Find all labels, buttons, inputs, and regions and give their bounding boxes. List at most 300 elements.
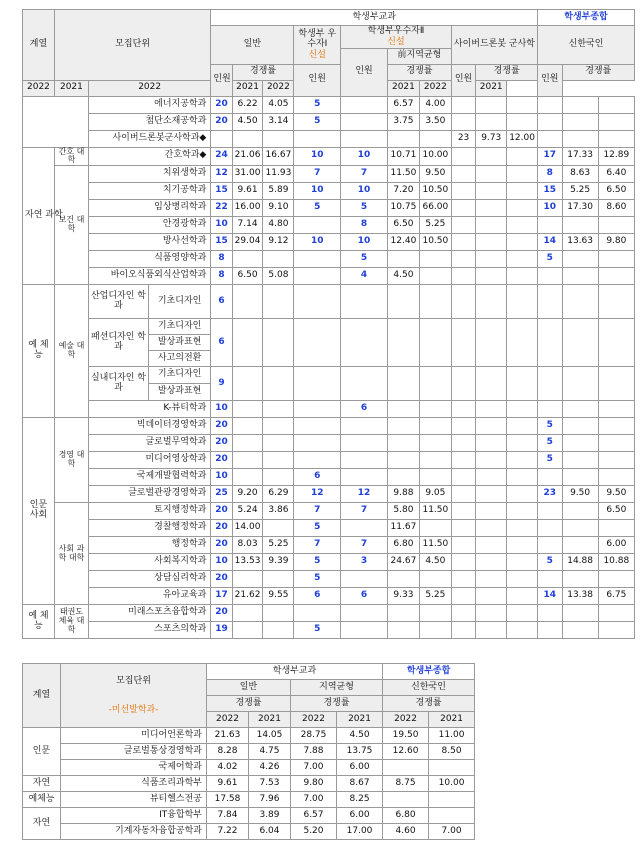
header-ex2-2021: 2021	[232, 80, 263, 96]
data-cell	[538, 537, 562, 554]
dept-name: 행정학과	[88, 537, 210, 554]
data-cell	[507, 166, 538, 183]
data-cell	[562, 268, 598, 285]
data-cell: 6	[341, 401, 388, 418]
data-cell: 4.50	[419, 554, 451, 571]
table-row	[23, 217, 635, 234]
data-cell	[507, 113, 538, 130]
data-cell	[451, 520, 475, 537]
category-label: 인문	[23, 728, 61, 776]
data-cell: 10	[341, 234, 388, 251]
data-cell: 11.50	[419, 537, 451, 554]
dept-name: 에너지공학과	[88, 96, 210, 113]
header-shinhan: 신한국인	[538, 26, 635, 65]
data-cell	[294, 418, 341, 435]
dept-name: 간호학과◆	[88, 147, 210, 166]
data-cell: 10	[294, 147, 341, 166]
data-cell	[598, 96, 634, 113]
data-cell	[507, 401, 538, 418]
design-track-label: 발상과표현	[149, 335, 210, 351]
data-cell: 5	[294, 96, 341, 113]
rate-cell: 4.60	[383, 824, 429, 840]
category-label: 예체능	[23, 792, 61, 808]
data-cell: 9.10	[263, 200, 294, 217]
data-cell	[562, 113, 598, 130]
header-category: 계열	[23, 10, 55, 81]
data-cell: 9.50	[562, 486, 598, 503]
table-row	[23, 113, 635, 130]
data-cell: 20	[211, 452, 232, 469]
rate-cell: 8.28	[207, 744, 249, 760]
t2-y2022-a: 2022	[207, 712, 249, 728]
data-cell	[263, 571, 294, 588]
data-cell	[232, 418, 263, 435]
t2-y2021-c: 2021	[429, 712, 475, 728]
data-cell: 6.50	[598, 183, 634, 200]
header-general-2022: 2022	[23, 80, 55, 96]
data-cell: 66.00	[419, 200, 451, 217]
data-cell	[476, 217, 507, 234]
data-cell: 8.60	[598, 200, 634, 217]
data-cell: 12	[341, 486, 388, 503]
t2-unit-label: 모집단위	[116, 675, 151, 686]
data-cell	[562, 401, 598, 418]
data-cell: 3.50	[419, 113, 451, 130]
dept-name: 토지행정학과	[88, 503, 210, 520]
data-cell: 23	[538, 486, 562, 503]
data-cell	[507, 367, 538, 401]
data-cell	[419, 622, 451, 639]
data-cell	[598, 452, 634, 469]
rate-cell: 11.00	[429, 728, 475, 744]
data-cell	[538, 113, 562, 130]
group-label: 경영 대학	[54, 418, 88, 503]
data-cell: 10	[294, 183, 341, 200]
table-row	[23, 622, 635, 639]
dept-name: 안경광학과	[88, 217, 210, 234]
data-cell	[419, 251, 451, 268]
data-cell	[598, 469, 634, 486]
data-cell	[232, 130, 263, 147]
data-cell	[598, 435, 634, 452]
data-cell	[598, 251, 634, 268]
design-dept-label: 패션디자인 학과	[89, 319, 149, 366]
data-cell	[451, 96, 475, 113]
rate-cell: 9.80	[291, 776, 337, 792]
data-cell: 5	[538, 554, 562, 571]
rate-cell: 4.50	[337, 728, 383, 744]
data-cell: 4.80	[263, 217, 294, 234]
data-cell	[451, 469, 475, 486]
data-cell: 11.67	[387, 520, 419, 537]
table-row	[23, 234, 635, 251]
header-excellent1	[294, 26, 341, 65]
data-cell: 4.50	[387, 268, 419, 285]
rate-cell	[383, 792, 429, 808]
competition-table-main	[22, 9, 635, 639]
data-cell: 5	[538, 251, 562, 268]
category-label: 자연	[23, 776, 61, 792]
data-cell: 20	[211, 418, 232, 435]
data-cell	[294, 268, 341, 285]
data-cell	[294, 605, 341, 622]
data-cell	[476, 285, 507, 319]
data-cell: 10.50	[419, 234, 451, 251]
design-dept-label: 산업디자인 학과	[89, 285, 149, 318]
data-cell	[263, 251, 294, 268]
data-cell: 20	[211, 435, 232, 452]
table-row	[23, 319, 635, 367]
data-cell: 12	[294, 486, 341, 503]
data-cell	[476, 367, 507, 401]
t2-header-shinhan: 신한국인	[383, 680, 475, 696]
data-cell	[451, 554, 475, 571]
data-cell: 17	[211, 588, 232, 605]
data-cell	[451, 183, 475, 200]
data-cell: 4	[341, 268, 388, 285]
dept-name: 임상병리학과	[88, 200, 210, 217]
data-cell: 16.67	[263, 147, 294, 166]
data-cell	[538, 319, 562, 367]
data-cell	[562, 251, 598, 268]
data-cell: 6.80	[387, 537, 419, 554]
data-cell: 5.25	[419, 588, 451, 605]
data-cell: 8	[538, 166, 562, 183]
data-cell: 14	[538, 588, 562, 605]
data-cell	[451, 285, 475, 319]
data-cell: 12.89	[598, 147, 634, 166]
data-cell	[476, 183, 507, 200]
data-cell: 10	[211, 401, 232, 418]
data-cell	[507, 537, 538, 554]
data-cell	[387, 401, 419, 418]
dept-name: 글로벌무역학과	[88, 435, 210, 452]
data-cell	[263, 622, 294, 639]
data-cell	[451, 605, 475, 622]
rate-cell: 9.61	[207, 776, 249, 792]
rate-cell: 7.96	[249, 792, 291, 808]
data-cell: 9.50	[419, 166, 451, 183]
dept-name: 식품조리과학부	[61, 776, 207, 792]
data-cell: 11.50	[387, 166, 419, 183]
rate-cell: 21.63	[207, 728, 249, 744]
data-cell: 10	[341, 147, 388, 166]
rate-cell: 8.67	[337, 776, 383, 792]
data-cell	[294, 130, 341, 147]
data-cell: 6.50	[387, 217, 419, 234]
data-cell: 22	[211, 200, 232, 217]
rate-cell: 10.00	[429, 776, 475, 792]
data-cell: 14.88	[562, 554, 598, 571]
data-cell: 8.63	[562, 166, 598, 183]
rate-cell: 19.50	[383, 728, 429, 744]
dept-name: 미디어영상학과	[88, 452, 210, 469]
data-cell	[387, 452, 419, 469]
t2-header-category: 계열	[23, 664, 61, 728]
data-cell	[476, 96, 507, 113]
data-cell	[451, 200, 475, 217]
data-cell	[419, 130, 451, 147]
dept-name: 기계자동차융합공학과	[61, 824, 207, 840]
header-general-rate: 경쟁률	[232, 64, 294, 80]
header-cyber-rate: 경쟁률	[476, 64, 538, 80]
dept-name: 글로벌통상경영학과	[61, 744, 207, 760]
header-comprehensive: 학생부종합	[538, 10, 635, 26]
data-cell	[562, 520, 598, 537]
data-cell: 21.06	[232, 147, 263, 166]
dept-name: 상담심리학과	[88, 571, 210, 588]
data-cell	[387, 418, 419, 435]
data-cell: 5.89	[263, 183, 294, 200]
data-cell: 10.75	[387, 200, 419, 217]
dept-name: 미디어언론학과	[61, 728, 207, 744]
t2-header-unit	[61, 664, 207, 728]
table-row	[23, 418, 635, 435]
data-cell: 15	[211, 183, 232, 200]
data-cell	[476, 554, 507, 571]
header-cyber-2022: 2022	[263, 80, 294, 96]
data-cell	[263, 367, 294, 401]
data-cell: 24	[211, 147, 232, 166]
data-cell	[476, 166, 507, 183]
design-dept-cell	[88, 285, 210, 319]
rate-cell: 13.75	[337, 744, 383, 760]
data-cell	[419, 469, 451, 486]
data-cell	[507, 418, 538, 435]
dept-name: 미래스포츠융합학과	[88, 605, 210, 622]
dept-name: 치기공학과	[88, 183, 210, 200]
data-cell: 10	[211, 469, 232, 486]
data-cell	[507, 251, 538, 268]
data-cell: 6.57	[387, 96, 419, 113]
data-cell	[419, 520, 451, 537]
group-label: 태권도 체육 대학	[54, 605, 88, 639]
data-cell	[387, 130, 419, 147]
data-cell	[538, 520, 562, 537]
data-cell	[232, 367, 263, 401]
data-cell: 9.05	[419, 486, 451, 503]
header-shinhan-2021: 2021	[476, 80, 507, 96]
dept-name: 뷰티헬스전공	[61, 792, 207, 808]
data-cell: 9.61	[232, 183, 263, 200]
data-cell: 7	[341, 537, 388, 554]
data-cell: 5	[538, 435, 562, 452]
data-cell	[294, 367, 341, 401]
data-cell: 19	[211, 622, 232, 639]
rate-cell: 17.00	[337, 824, 383, 840]
group-label: 인문 사회	[23, 418, 55, 605]
table-row	[23, 435, 635, 452]
rate-cell: 7.00	[429, 824, 475, 840]
data-cell	[562, 418, 598, 435]
data-cell: 5	[294, 571, 341, 588]
data-cell	[476, 622, 507, 639]
data-cell: 5.80	[387, 503, 419, 520]
data-cell	[538, 571, 562, 588]
data-cell	[451, 418, 475, 435]
data-cell	[507, 234, 538, 251]
t2-y2021-a: 2021	[249, 712, 291, 728]
group-label: 예 체 능	[23, 285, 55, 418]
data-cell	[263, 469, 294, 486]
data-cell	[451, 401, 475, 418]
data-cell	[341, 622, 388, 639]
data-cell	[476, 251, 507, 268]
data-cell	[419, 367, 451, 401]
data-cell	[294, 401, 341, 418]
data-cell	[451, 622, 475, 639]
data-cell: 3.86	[263, 503, 294, 520]
data-cell: 9.12	[263, 234, 294, 251]
data-cell	[476, 268, 507, 285]
data-cell	[538, 217, 562, 234]
dept-name: 스포츠의학과	[88, 622, 210, 639]
data-cell	[538, 401, 562, 418]
data-cell	[232, 605, 263, 622]
data-cell	[476, 571, 507, 588]
data-cell	[562, 537, 598, 554]
data-cell	[507, 622, 538, 639]
design-dept-cell	[88, 319, 210, 367]
data-cell	[476, 486, 507, 503]
table-row	[23, 251, 635, 268]
dept-name: 경찰행정학과	[88, 520, 210, 537]
data-cell	[507, 571, 538, 588]
data-cell: 6	[294, 588, 341, 605]
data-cell	[562, 96, 598, 113]
data-cell	[232, 452, 263, 469]
data-cell	[451, 588, 475, 605]
data-cell	[507, 605, 538, 622]
data-cell	[451, 571, 475, 588]
data-cell: 5	[294, 113, 341, 130]
t2-rate-regional: 경쟁률	[291, 696, 383, 712]
data-cell	[232, 469, 263, 486]
data-cell: 12	[211, 166, 232, 183]
dept-name: 방사선학과	[88, 234, 210, 251]
data-cell	[538, 285, 562, 319]
data-cell	[598, 571, 634, 588]
table-row	[23, 401, 635, 418]
data-cell	[294, 435, 341, 452]
data-cell	[562, 319, 598, 367]
excellent1-new: 신설	[308, 50, 326, 61]
data-cell	[419, 452, 451, 469]
data-cell	[341, 113, 388, 130]
table-row	[23, 605, 635, 622]
header-unit: 모집단위	[54, 10, 210, 81]
data-cell	[538, 469, 562, 486]
data-cell	[232, 622, 263, 639]
rate-cell: 7.00	[291, 792, 337, 808]
data-cell	[507, 435, 538, 452]
data-cell: 12.40	[387, 234, 419, 251]
dept-name: K-뷰티학과	[88, 401, 210, 418]
dept-name: 첨단소재공학과	[88, 113, 210, 130]
data-cell: 10.00	[419, 147, 451, 166]
data-cell	[538, 622, 562, 639]
header-ex2-rate: 경쟁률	[387, 64, 451, 80]
header-cyber-quota: 인원	[451, 64, 475, 96]
data-cell	[451, 452, 475, 469]
data-cell	[507, 319, 538, 367]
table-row	[23, 503, 635, 520]
data-cell: 8	[211, 251, 232, 268]
rate-cell: 4.26	[249, 760, 291, 776]
data-cell	[451, 268, 475, 285]
data-cell: 20	[211, 605, 232, 622]
data-cell	[451, 367, 475, 401]
group-label: 사회 과학 대학	[54, 503, 88, 605]
table-row	[23, 808, 475, 824]
data-cell	[419, 571, 451, 588]
header-ex2-quota: 인원	[341, 48, 388, 96]
data-cell	[232, 435, 263, 452]
t2-rate-general: 경쟁률	[207, 696, 291, 712]
data-cell	[232, 285, 263, 319]
data-cell: 9.80	[598, 234, 634, 251]
data-cell	[341, 96, 388, 113]
data-cell	[387, 622, 419, 639]
dept-name: IT융합학부	[61, 808, 207, 824]
group-label: 예 체 능	[23, 605, 55, 639]
data-cell	[476, 452, 507, 469]
data-cell	[598, 367, 634, 401]
data-cell: 9.88	[387, 486, 419, 503]
data-cell	[507, 217, 538, 234]
table-row	[23, 183, 635, 200]
design-dept-label: 실내디자인 학과	[89, 367, 149, 400]
data-cell	[341, 571, 388, 588]
data-cell: 13.63	[562, 234, 598, 251]
data-cell: 5	[341, 251, 388, 268]
data-cell	[507, 452, 538, 469]
data-cell: 8	[341, 217, 388, 234]
data-cell	[232, 401, 263, 418]
header-shinhan-2022: 2022	[419, 80, 451, 96]
data-cell	[419, 605, 451, 622]
rate-cell: 4.75	[249, 744, 291, 760]
table-row	[23, 776, 475, 792]
rate-cell	[429, 808, 475, 824]
data-cell	[476, 605, 507, 622]
table-row	[23, 469, 635, 486]
data-cell	[387, 285, 419, 319]
data-cell	[507, 96, 538, 113]
data-cell: 7	[341, 503, 388, 520]
header-shinhan-quota: 인원	[538, 64, 562, 96]
data-cell: 6	[294, 469, 341, 486]
data-cell	[211, 130, 232, 147]
data-cell: 6.50	[232, 268, 263, 285]
data-cell: 5	[294, 520, 341, 537]
t2-header-general: 일반	[207, 680, 291, 696]
dept-name: 빅데이터경영학과	[88, 418, 210, 435]
data-cell	[598, 268, 634, 285]
table-row	[23, 554, 635, 571]
excellent1-label: 학생부 우수자Ⅰ	[298, 28, 337, 50]
group-empty	[23, 96, 89, 147]
data-cell: 10	[211, 554, 232, 571]
data-cell	[507, 285, 538, 319]
data-cell	[476, 418, 507, 435]
data-cell	[419, 319, 451, 367]
header-cyber: 사이버드론봇 군사학	[451, 26, 537, 65]
data-cell	[341, 435, 388, 452]
data-cell	[476, 503, 507, 520]
data-cell: 11.50	[419, 503, 451, 520]
data-cell	[562, 285, 598, 319]
